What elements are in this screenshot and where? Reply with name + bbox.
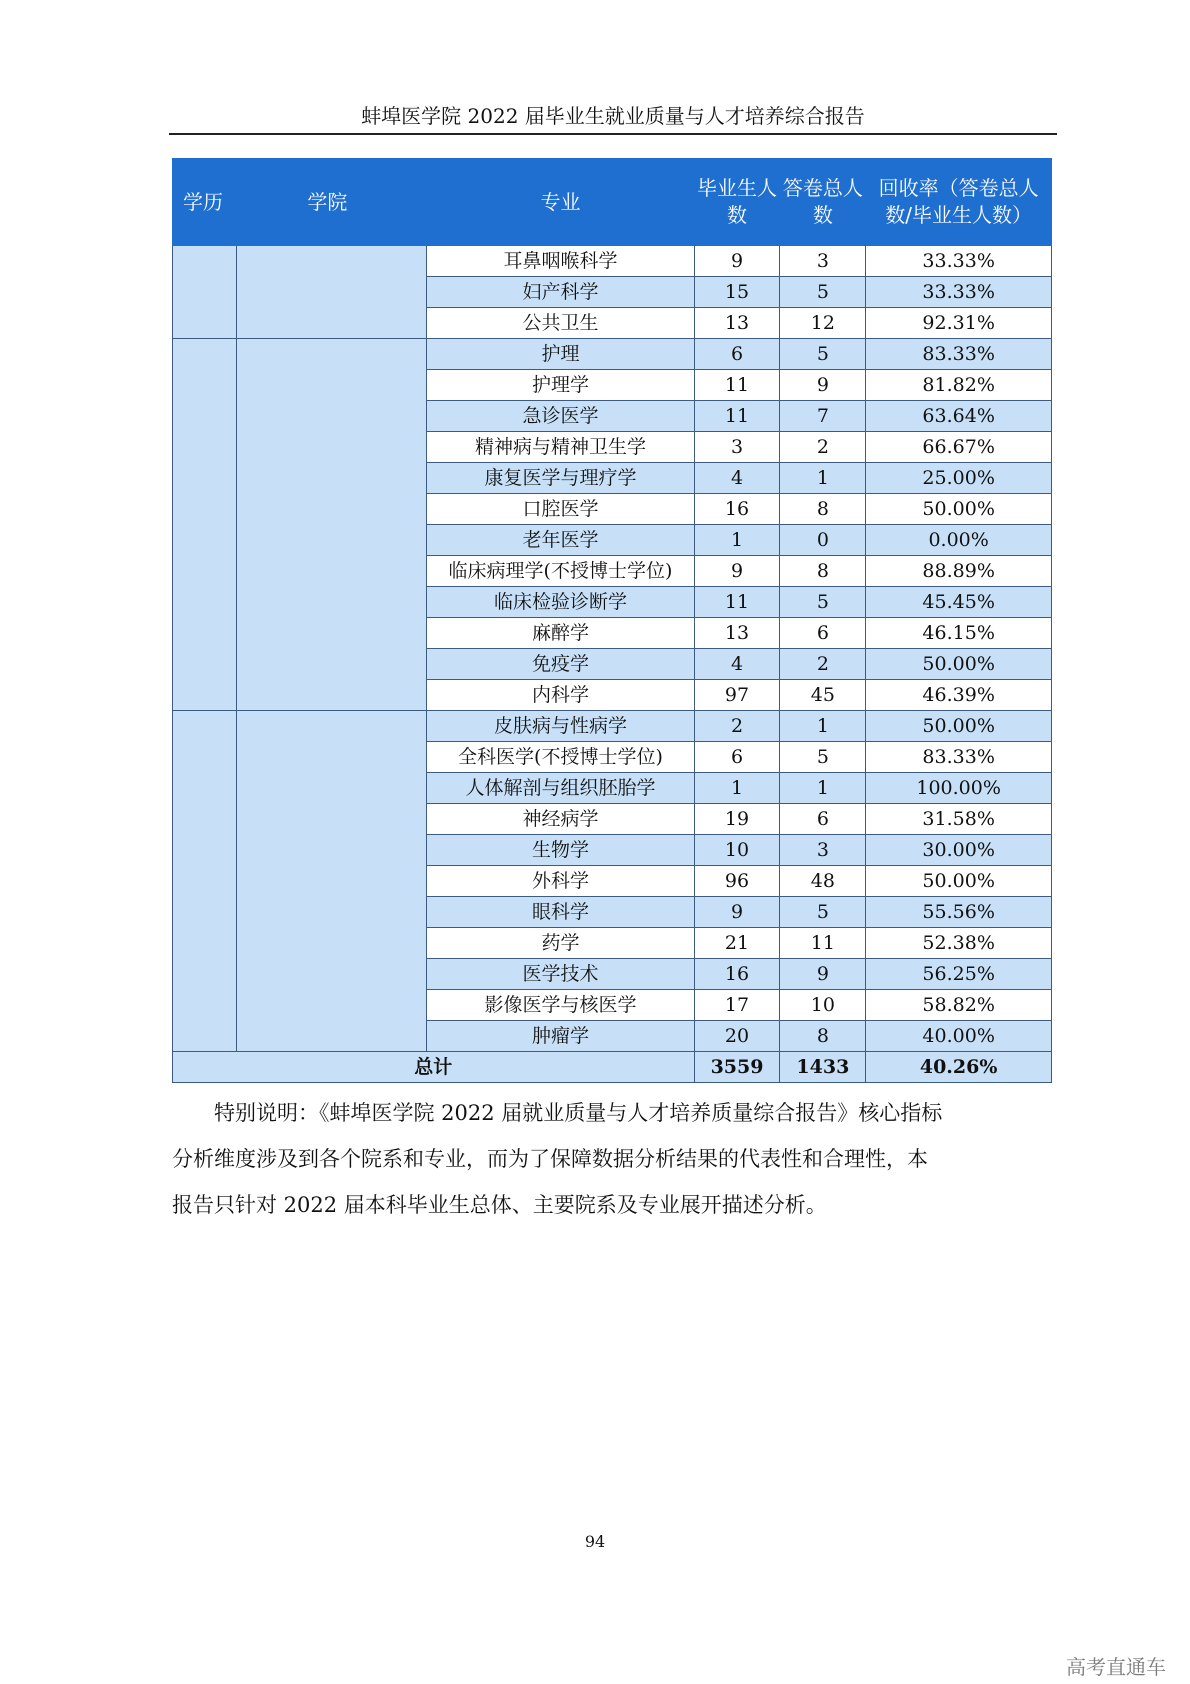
major-cell: 护理	[427, 339, 694, 370]
graduates-cell: 9	[694, 246, 780, 277]
table-row	[173, 339, 1052, 370]
major-cell: 公共卫生	[427, 308, 694, 339]
respondents-cell: 5	[780, 897, 866, 928]
major-cell: 妇产科学	[427, 277, 694, 308]
major-cell: 护理学	[427, 370, 694, 401]
table-body	[173, 246, 1052, 1083]
total-label: 总计	[173, 1052, 695, 1083]
response-rate-table	[172, 158, 1052, 1083]
respondents-cell: 11	[780, 928, 866, 959]
rate-cell: 0.00%	[866, 525, 1052, 556]
graduates-cell: 4	[694, 649, 780, 680]
rate-cell: 83.33%	[866, 742, 1052, 773]
respondents-cell: 2	[780, 649, 866, 680]
header-major: 专业	[427, 159, 694, 246]
table-header-row	[173, 159, 1052, 246]
major-cell: 神经病学	[427, 804, 694, 835]
graduates-cell: 21	[694, 928, 780, 959]
graduates-cell: 16	[694, 494, 780, 525]
rate-cell: 52.38%	[866, 928, 1052, 959]
respondents-cell: 10	[780, 990, 866, 1021]
major-cell: 外科学	[427, 866, 694, 897]
college-group-cell	[237, 339, 427, 711]
table-row	[173, 711, 1052, 742]
graduates-cell: 1	[694, 773, 780, 804]
college-group-cell	[237, 711, 427, 1052]
rate-cell: 100.00%	[866, 773, 1052, 804]
respondents-cell: 5	[780, 277, 866, 308]
major-cell: 内科学	[427, 680, 694, 711]
graduates-cell: 97	[694, 680, 780, 711]
rate-cell: 50.00%	[866, 649, 1052, 680]
respondents-cell: 1	[780, 773, 866, 804]
rate-cell: 50.00%	[866, 494, 1052, 525]
rate-cell: 33.33%	[866, 277, 1052, 308]
rate-cell: 58.82%	[866, 990, 1052, 1021]
graduates-cell: 17	[694, 990, 780, 1021]
major-cell: 急诊医学	[427, 401, 694, 432]
page-number: 94	[584, 1532, 606, 1551]
rate-cell: 33.33%	[866, 246, 1052, 277]
major-cell: 耳鼻咽喉科学	[427, 246, 694, 277]
major-cell: 影像医学与核医学	[427, 990, 694, 1021]
total-respondents: 1433	[780, 1052, 866, 1083]
rate-cell: 31.58%	[866, 804, 1052, 835]
graduates-cell: 11	[694, 587, 780, 618]
respondents-cell: 8	[780, 494, 866, 525]
education-group-cell	[173, 711, 237, 1052]
rate-cell: 88.89%	[866, 556, 1052, 587]
respondents-cell: 5	[780, 742, 866, 773]
respondents-cell: 3	[780, 835, 866, 866]
header-college: 学院	[237, 159, 427, 246]
total-row	[173, 1052, 1052, 1083]
graduates-cell: 4	[694, 463, 780, 494]
major-cell: 全科医学(不授博士学位)	[427, 742, 694, 773]
major-cell: 麻醉学	[427, 618, 694, 649]
rate-cell: 81.82%	[866, 370, 1052, 401]
rate-cell: 63.64%	[866, 401, 1052, 432]
major-cell: 生物学	[427, 835, 694, 866]
respondents-cell: 8	[780, 556, 866, 587]
rate-cell: 25.00%	[866, 463, 1052, 494]
graduates-cell: 10	[694, 835, 780, 866]
graduates-cell: 6	[694, 339, 780, 370]
total-rate: 40.26%	[866, 1052, 1052, 1083]
education-group-cell	[173, 339, 237, 711]
major-cell: 精神病与精神卫生学	[427, 432, 694, 463]
respondents-cell: 3	[780, 246, 866, 277]
rate-cell: 56.25%	[866, 959, 1052, 990]
respondents-cell: 7	[780, 401, 866, 432]
graduates-cell: 19	[694, 804, 780, 835]
note-line-2: 分析维度涉及到各个院系和专业，而为了保障数据分析结果的代表性和合理性，本	[172, 1147, 928, 1171]
rate-cell: 30.00%	[866, 835, 1052, 866]
total-graduates: 3559	[694, 1052, 780, 1083]
graduates-cell: 3	[694, 432, 780, 463]
table-row	[173, 246, 1052, 277]
rate-cell: 40.00%	[866, 1021, 1052, 1052]
graduates-cell: 9	[694, 556, 780, 587]
graduates-cell: 11	[694, 401, 780, 432]
major-cell: 肿瘤学	[427, 1021, 694, 1052]
graduates-cell: 20	[694, 1021, 780, 1052]
note-line-3: 报告只针对 2022 届本科毕业生总体、主要院系及专业展开描述分析。	[172, 1193, 827, 1217]
graduates-cell: 1	[694, 525, 780, 556]
report-header-title: 蚌埠医学院 2022 届毕业生就业质量与人才培养综合报告	[361, 104, 865, 128]
graduates-cell: 11	[694, 370, 780, 401]
respondents-cell: 6	[780, 804, 866, 835]
respondents-cell: 5	[780, 587, 866, 618]
major-cell: 医学技术	[427, 959, 694, 990]
rate-cell: 92.31%	[866, 308, 1052, 339]
major-cell: 临床检验诊断学	[427, 587, 694, 618]
respondents-cell: 45	[780, 680, 866, 711]
major-cell: 人体解剖与组织胚胎学	[427, 773, 694, 804]
major-cell: 皮肤病与性病学	[427, 711, 694, 742]
major-cell: 临床病理学(不授博士学位)	[427, 556, 694, 587]
respondents-cell: 48	[780, 866, 866, 897]
graduates-cell: 2	[694, 711, 780, 742]
respondents-cell: 5	[780, 339, 866, 370]
graduates-cell: 6	[694, 742, 780, 773]
header-rate: 回收率（答卷总人数/毕业生人数）	[866, 159, 1052, 246]
respondents-cell: 9	[780, 370, 866, 401]
rate-cell: 46.15%	[866, 618, 1052, 649]
respondents-cell: 8	[780, 1021, 866, 1052]
education-group-cell	[173, 246, 237, 339]
special-note	[172, 1090, 1052, 1228]
header-divider	[169, 133, 1057, 135]
rate-cell: 50.00%	[866, 866, 1052, 897]
major-cell: 免疫学	[427, 649, 694, 680]
respondents-cell: 2	[780, 432, 866, 463]
respondents-cell: 12	[780, 308, 866, 339]
rate-cell: 46.39%	[866, 680, 1052, 711]
respondents-cell: 6	[780, 618, 866, 649]
graduates-cell: 13	[694, 308, 780, 339]
major-cell: 老年医学	[427, 525, 694, 556]
major-cell: 药学	[427, 928, 694, 959]
rate-cell: 66.67%	[866, 432, 1052, 463]
respondents-cell: 1	[780, 463, 866, 494]
graduates-cell: 13	[694, 618, 780, 649]
respondents-cell: 0	[780, 525, 866, 556]
note-line-1: 特别说明：《蚌埠医学院 2022 届就业质量与人才培养质量综合报告》核心指标	[214, 1101, 943, 1125]
header-respondents: 答卷总人数	[780, 159, 866, 246]
rate-cell: 55.56%	[866, 897, 1052, 928]
header-graduates: 毕业生人数	[694, 159, 780, 246]
graduates-cell: 96	[694, 866, 780, 897]
graduates-cell: 15	[694, 277, 780, 308]
major-cell: 眼科学	[427, 897, 694, 928]
header-education: 学历	[173, 159, 237, 246]
watermark-text: 高考直通车	[1066, 1655, 1166, 1679]
major-cell: 康复医学与理疗学	[427, 463, 694, 494]
graduates-cell: 9	[694, 897, 780, 928]
respondents-cell: 9	[780, 959, 866, 990]
rate-cell: 83.33%	[866, 339, 1052, 370]
major-cell: 口腔医学	[427, 494, 694, 525]
graduates-cell: 16	[694, 959, 780, 990]
rate-cell: 50.00%	[866, 711, 1052, 742]
college-group-cell	[237, 246, 427, 339]
respondents-cell: 1	[780, 711, 866, 742]
rate-cell: 45.45%	[866, 587, 1052, 618]
